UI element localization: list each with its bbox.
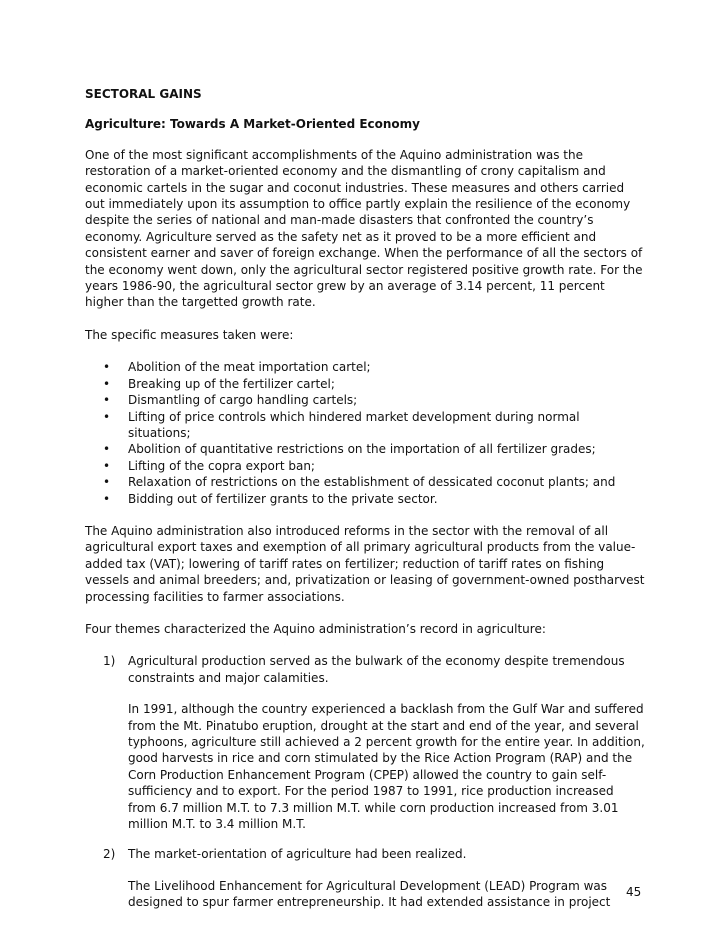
theme-number: 2) bbox=[103, 847, 116, 862]
theme-title: Agricultural production served as the bulwark of the economy despite tremendous constraints and major calamities. bbox=[128, 654, 625, 685]
reforms-paragraph: The Aquino administration also introduced reforms in the sector with the removal of all agricultural export taxes and exemption of all primary agricultural products from the value-added tax (VAT); lowering of tariff rates on fertilizer; reduction of tariff rates on fishing vessels and animal breeders; and, privatization or leasing of government-owned postharvest processing facilities to farmer associations. bbox=[85, 523, 645, 604]
theme-item bbox=[103, 653, 645, 832]
page-number: 45 bbox=[626, 885, 642, 899]
list-item: • Dismantling of cargo handling cartels; bbox=[103, 392, 645, 408]
measures-intro: The specific measures taken were: bbox=[85, 327, 294, 342]
list-item: • Breaking up of the fertilizer cartel; bbox=[103, 376, 645, 392]
theme-body: The Livelihood Enhancement for Agricultural Development (LEAD) Program was designed to spur farmer entrepreneurship. It had extended assistance in project bbox=[128, 878, 611, 910]
theme-body: In 1991, although the country experienced a backlash from the Gulf War and suffered from the Mt. Pinatubo eruption, drought at the start and end of the year, and several typhoons, agriculture still achieved a 2 percent growth for the entire year. In addition, good harvests in rice and corn stimulated by the Rice Action Program (RAP) and the Corn Production Enhancement Program (CPEP) allowed the country to gain self-sufficiency and to export. For the period 1987 to 1991, rice production increased from 6.7 million M.T. to 7.3 million M.T. while corn production increased from 3.01 million M.T. to 3.4 million M.T. bbox=[128, 702, 645, 832]
theme-title: The market-orientation of agriculture had been realized. bbox=[128, 847, 467, 862]
measures-list bbox=[85, 359, 645, 507]
list-item: • Lifting of price controls which hindered market development during normal situations; bbox=[103, 409, 645, 442]
section-heading: SECTORAL GAINS bbox=[85, 87, 202, 101]
themes-list bbox=[85, 653, 645, 910]
document-page bbox=[85, 86, 645, 925]
subsection-heading: Agriculture: Towards A Market-Oriented Economy bbox=[85, 117, 420, 132]
theme-number: 1) bbox=[103, 654, 116, 669]
list-item: • Bidding out of fertilizer grants to the private sector. bbox=[103, 491, 645, 507]
list-item: • Lifting of the copra export ban; bbox=[103, 458, 645, 474]
intro-paragraph: One of the most significant accomplishments of the Aquino administration was the restoration of a market-oriented economy and the dismantling of crony capitalism and economic cartels in the sugar and coconut industries. These measures and others carried out immediately upon its assumption to office partly explain the resilience of the economy despite the series of national and man-made disasters that confronted the country’s economy. Agriculture served as the safety net as it proved to be a more efficient and consistent earner and saver of foreign exchange. When the performance of all the sectors of the economy went down, only the agricultural sector registered positive growth rate. For the years 1986-90, the agricultural sector grew by an average of 3.14 percent, 11 percent higher than the targetted growth rate. bbox=[85, 147, 643, 310]
list-item: • Relaxation of restrictions on the establishment of dessicated coconut plants; and bbox=[103, 474, 645, 490]
theme-item bbox=[103, 846, 645, 910]
list-item: • Abolition of the meat importation cartel; bbox=[103, 359, 645, 375]
themes-intro: Four themes characterized the Aquino administration’s record in agriculture: bbox=[85, 621, 546, 636]
list-item: • Abolition of quantitative restrictions on the importation of all fertilizer grades; bbox=[103, 441, 645, 457]
